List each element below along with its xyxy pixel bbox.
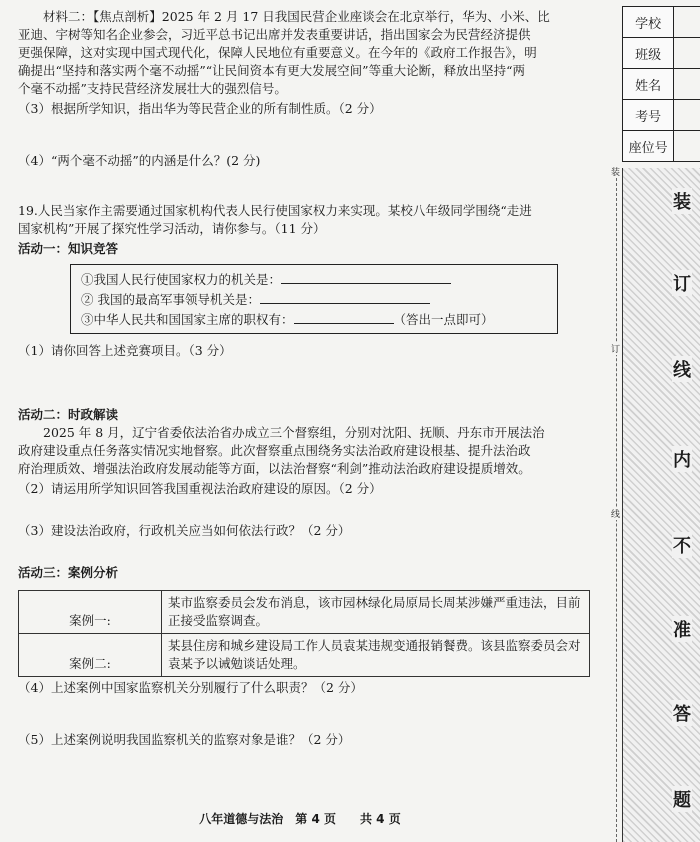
- info-field-seat-number[interactable]: [674, 131, 700, 162]
- question-4: （4）“两个毫不动摇”的内涵是什么？(2 分): [18, 153, 261, 168]
- cut-mark: 线: [611, 507, 620, 520]
- seal-char: 内: [672, 446, 692, 472]
- question-3b: （3）建设法治政府，行政机关应当如何依法行政？（2 分）: [18, 523, 351, 538]
- question-19: [18, 202, 598, 238]
- case-text: 某县住房和城乡建设局工作人员袁某违规变通报销餐费。该县监察委员会对袁某予以诫勉谈话处理。: [162, 634, 590, 677]
- answer-blank-3[interactable]: [294, 309, 394, 324]
- case-label: 案例二:: [19, 634, 162, 677]
- info-field-class[interactable]: [674, 38, 700, 69]
- quiz-item-1: ①我国人民行使国家权力的机关是：: [81, 272, 282, 287]
- seal-char: 订: [672, 270, 692, 296]
- question-5: （5）上述案例说明我国监察机关的监察对象是谁？（2 分）: [18, 732, 351, 747]
- info-field-name[interactable]: [674, 69, 700, 100]
- question-4b: （4）上述案例中国家监察机关分别履行了什么职责？（2 分）: [18, 680, 363, 695]
- quiz-box: [70, 264, 558, 334]
- seal-char: 不: [672, 532, 692, 558]
- answer-blank-2[interactable]: [260, 289, 430, 304]
- info-field-exam-number[interactable]: [674, 100, 700, 131]
- info-label-school: 学校: [623, 7, 674, 38]
- binding-cut-line: [616, 168, 617, 842]
- seal-char: 准: [672, 616, 692, 642]
- cut-mark: 装: [611, 165, 620, 178]
- question-19-line: 国家机构”开展了探究性学习活动，请你参与。（11 分）: [18, 221, 326, 236]
- info-label-seat-number: 座位号: [623, 131, 674, 162]
- binding-seal-area: [622, 168, 700, 842]
- case-label: 案例一:: [19, 591, 162, 634]
- news-line: 政府建设重点任务落实情况实地督察。此次督察重点围绕务实法治政府建设根基、提升法治政: [18, 443, 531, 458]
- activity-2-title: 活动二：时政解读: [18, 407, 119, 422]
- material-line: 个毫不动摇”支持民营经济发展壮大的强烈信号。: [18, 81, 287, 96]
- material-line: 材料二：【焦点剖析】2025 年 2 月 17 日我国民营企业座谈会在北京举行，华为、小米、比: [43, 9, 550, 24]
- question-1: （1）请你回答上述竞赛项目。（3 分）: [18, 343, 232, 358]
- question-2: （2）请运用所学知识回答我国重视法治政府建设的原因。（2 分）: [18, 481, 382, 496]
- exam-content: [18, 8, 598, 749]
- seal-char: 答: [672, 700, 692, 726]
- quiz-item-3-note: （答出一点即可）: [393, 312, 494, 327]
- quiz-item-2: ② 我国的最高军事领导机关是：: [81, 292, 260, 307]
- material-line: 确提出“坚持和落实两个毫不动摇”“让民间资本有更大发展空间”等重大论断，释放出坚持“两: [18, 63, 525, 78]
- quiz-item-3: ③中华人民共和国国家主席的职权有：: [81, 312, 294, 327]
- news-line: 府治理质效、增强法治政府发展动能等方面，以法治督察“利剑”推动法治政府建设提质增效。: [18, 461, 531, 476]
- activity-3-title: 活动三：案例分析: [18, 565, 119, 580]
- answer-blank-1[interactable]: [281, 269, 451, 284]
- student-info-panel: [622, 6, 700, 162]
- info-label-class: 班级: [623, 38, 674, 69]
- page-footer: 八年道德与法治 第 4 页 共 4 页: [199, 812, 401, 826]
- material-line: 亚迪、宇树等知名企业参会，习近平总书记出席并发表重要讲话，指出国家会为民营经济提供: [18, 27, 531, 42]
- info-field-school[interactable]: [674, 7, 700, 38]
- seal-char: 线: [672, 356, 692, 382]
- news-line: 2025 年 8 月，辽宁省委依法治省办成立三个督察组，分别对沈阳、抚顺、丹东市开展法治: [43, 425, 545, 440]
- material-line: 更强保障，这对实现中国式现代化，保障人民地位有重要意义。在今年的《政府工作报告》，明: [18, 45, 537, 60]
- question-3: （3）根据所学知识，指出华为等民营企业的所有制性质。（2 分）: [18, 101, 382, 116]
- activity-1-title: 活动一：知识竞答: [18, 241, 119, 256]
- case-row: [19, 591, 590, 634]
- seal-char: 题: [672, 786, 692, 812]
- cut-mark: 订: [611, 342, 620, 355]
- info-label-exam-number: 考号: [623, 100, 674, 131]
- info-label-name: 姓名: [623, 69, 674, 100]
- seal-char: 装: [672, 188, 692, 214]
- news-paragraph: [18, 424, 598, 478]
- case-text: 某市监察委员会发布消息，该市园林绿化局原局长周某涉嫌严重违法，目前正接受监察调查。: [162, 591, 590, 634]
- material-two: [18, 8, 598, 98]
- question-19-line: 19.人民当家作主需要通过国家机构代表人民行使国家权力来实现。某校八年级同学围绕“走进: [18, 203, 532, 218]
- case-row: [19, 634, 590, 677]
- case-table: [18, 590, 590, 677]
